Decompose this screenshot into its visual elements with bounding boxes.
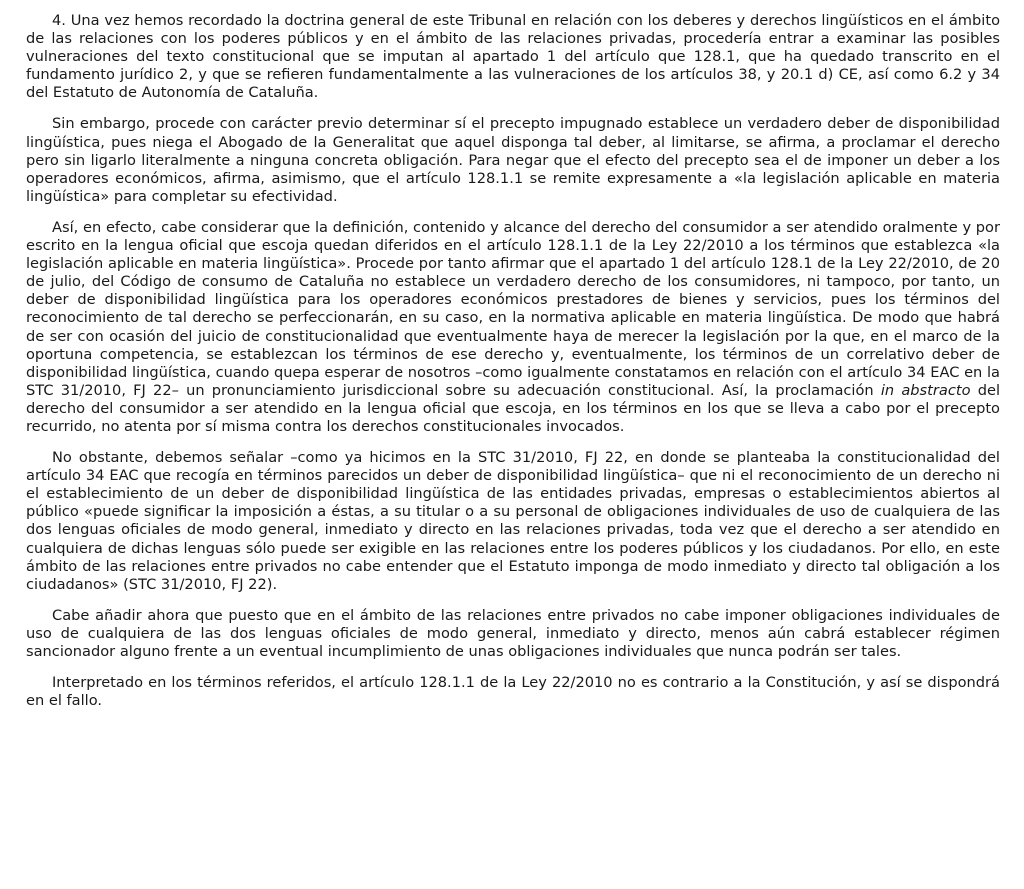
paragraph-6: Interpretado en los términos referidos, el artículo 128.1.1 de la Ley 22/2010 no es contrario a la Constitución, y así se dispondrá en el fallo. — [26, 674, 1000, 710]
paragraph-2: Sin embargo, procede con carácter previo determinar sí el precepto impugnado establece un verdadero deber de disponibilidad lingüística, pues niega el Abogado de la Generalitat que aquel disponga tal deber, al limitarse, se afirma, a proclamar el derecho pero sin ligarlo literalmente a ninguna concreta obligación. Para negar que el efecto del precepto sea el de imponer un deber a los operadores económicos, afirma, asimismo, que el artículo 128.1.1 se remite expresamente a «la legislación aplicable en materia lingüística» para completar su efectividad. — [26, 115, 1000, 205]
paragraph-1: 4. Una vez hemos recordado la doctrina general de este Tribunal en relación con los deberes y derechos lingüísticos en el ámbito de las relaciones con los poderes públicos y en el ámbito de las relaciones privadas, procedería entrar a examinar las posibles vulneraciones del texto constitucional que se imputan al apartado 1 del artículo que 128.1, que ha quedado transcrito en el fundamento jurídico 2, y que se refieren fundamentalmente a las vulneraciones de los artículos 38, y 20.1 d) CE, así como 6.2 y 34 del Estatuto de Autonomía de Cataluña. — [26, 12, 1000, 102]
paragraph-3-text-b: del derecho del consumidor a ser atendido en la lengua oficial que escoja, en los términos en los que se lleva a cabo por el precepto recurrido, no atenta por sí misma contra los derechos constitucionales invocados. — [26, 381, 1001, 435]
paragraph-3-italic: in abstracto — [880, 381, 971, 399]
paragraph-5: Cabe añadir ahora que puesto que en el ámbito de las relaciones entre privados no cabe imponer obligaciones individuales de uso de cualquiera de las dos lenguas oficiales de modo general, inmediato y directo, menos aún cabrá establecer régimen sancionador alguno frente a un eventual incumplimiento de unas obligaciones individuales que nunca podrán ser tales. — [26, 606, 1000, 660]
paragraph-3 — [26, 219, 1000, 436]
paragraph-4: No obstante, debemos señalar –como ya hicimos en la STC 31/2010, FJ 22, en donde se planteaba la constitucionalidad del artículo 34 EAC que recogía en términos parecidos un deber de disponibilidad lingüística– que ni el reconocimiento de un derecho ni el establecimiento de un deber de disponibilidad lingüística de las entidades privadas, empresas o establecimientos abiertos al público «puede significar la imposición a éstas, a su titular o a su personal de obligaciones individuales de uso de cualquiera de las dos lenguas oficiales de modo general, inmediato y directo en las relaciones privadas, toda vez que el derecho a ser atendido en cualquiera de dichas lenguas sólo puede ser exigible en las relaciones entre los poderes públicos y los ciudadanos. Por ello, en este ámbito de las relaciones entre privados no cabe entender que el Estatuto imponga de modo inmediato y directo tal obligación a los ciudadanos» (STC 31/2010, FJ 22). — [26, 449, 1000, 593]
paragraph-3-text-a: Así, en efecto, cabe considerar que la definición, contenido y alcance del derecho del consumidor a ser atendido oralmente y por escrito en la lengua oficial que escoja quedan diferidos en el artículo 128.1.1 de la Ley 22/2010 a los términos que establezca «la legislación aplicable en materia lingüística». Procede por tanto afirmar que el apartado 1 del artículo 128.1 de la Ley 22/2010, de 20 de julio, del Código de consumo de Cataluña no establece un verdadero derecho de los consumidores, ni tampoco, por tanto, un deber de disponibilidad lingüística para los operadores económicos prestadores de bienes y servicios, pues los términos del reconocimiento de tal derecho se perfeccionarán, en su caso, en la normativa aplicable en materia lingüística. De modo que habrá de ser con ocasión del juicio de constitucionalidad que eventualmente haya de merecer la legislación por la que, en el marco de la oportuna competencia, se establezcan los términos de ese derecho y, eventualmente, los términos de un correlativo deber de disponibilidad lingüística, cuando quepa esperar de nosotros –como igualmente constatamos en relación con el artículo 34 EAC en la STC 31/2010, FJ 22– un pronunciamiento jurisdiccional sobre su adecuación constitucional. Así, la proclamación — [26, 218, 1000, 399]
